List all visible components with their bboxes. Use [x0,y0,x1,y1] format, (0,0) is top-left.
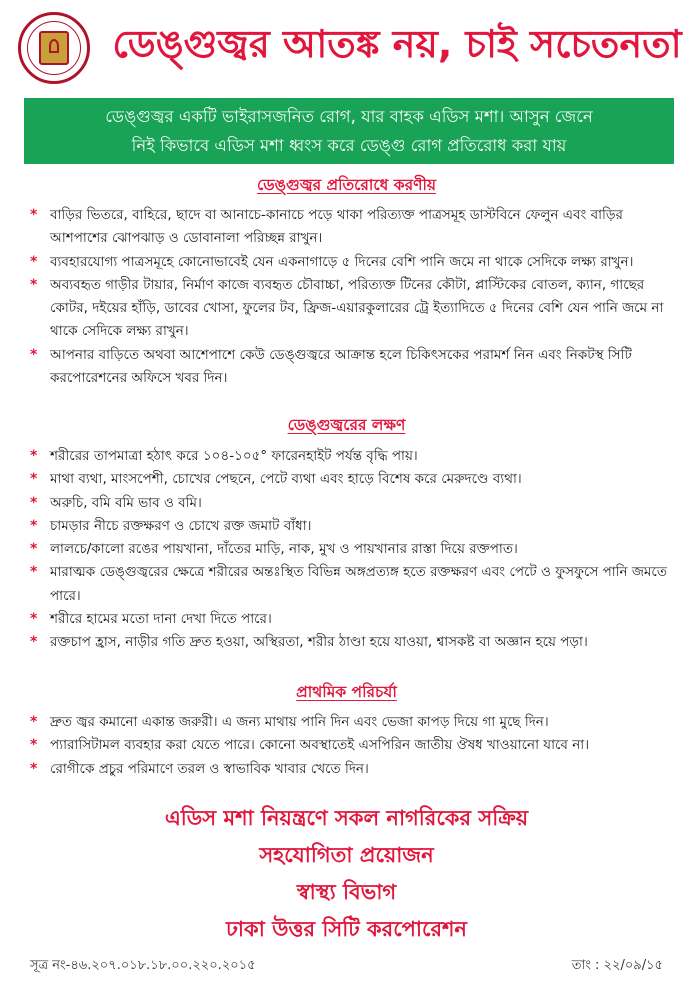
department-name: স্বাস্থ্য বিভাগ [296,880,397,904]
first-aid-list [30,711,680,781]
section-heading-symptoms [0,413,693,439]
bullet-star-icon: * [30,564,38,581]
reference-number: সূত্র নং-৪৬.২০৭.০১৮.১৮.০০.২২০.২০১৫ [30,958,256,973]
bullet-star-icon: * [30,760,38,777]
list-item: * শরীরে হামের মতো দানা দেখা দিতে পারে। [30,608,680,631]
intro-banner [24,98,674,164]
banner-line-1: ডেঙ্গুজ্বর একটি ভাইরাসজনিত রোগ, যার বাহক এডিস মশা। আসুন জেনে [105,107,593,126]
list-item: * মারাত্মক ডেঙ্গুজ্বরের ক্ষেত্রে শরীরের অন্তঃস্থিত বিভিন্ন অঙ্গপ্রত্যঙ্গ হতে রক্তক্ষরণ এবং পেটে ও ফুসফুসে পানি জমতে পারে। [30,561,680,608]
bullet-star-icon: * [30,448,38,464]
bullet-star-icon: * [30,494,38,511]
header [0,6,693,88]
bullet-star-icon: * [30,634,38,651]
list-item: * চামড়ার নীচে রক্তক্ষরণ ও চোখে রক্ত জমাট বাঁধা। [30,515,680,538]
list-item: * রোগীকে প্রচুর পরিমাণে তরল ও স্বাভাবিক খাবার খেতে দিন। [30,758,680,781]
list-item: * শরীরের তাপমাত্রা হঠাৎ করে ১০৪-১০৫° ফারেনহাইট পর্যন্ত বৃদ্ধি পায়। [30,445,680,468]
bullet-star-icon: * [30,346,38,363]
page-title: ডেঙ্গুজ্বর আতঙ্ক নয়, চাই সচেতনতা [112,22,682,66]
list-item: * দ্রুত জ্বর কমানো একান্ত জরুরী। এ জন্য মাথায় পানি দিন এবং ভেজা কাপড় দিয়ে গা মুছে দিন। [30,711,680,734]
issue-date: তাং : ২২/০৯/১৫ [571,958,663,973]
bullet-star-icon: * [30,714,38,730]
bullet-star-icon: * [30,276,38,293]
organization-name: ঢাকা উত্তর সিটি করপোরেশন [226,917,467,941]
bullet-star-icon: * [30,611,38,628]
bullet-star-icon: * [30,541,38,558]
banner-line-2: নিই কিভাবে এডিস মশা ধ্বংস করে ডেঙ্গু রোগ প্রতিরোধ করা যায় [131,136,567,155]
list-item: * অরুচি, বমি বমি ভাব ও বমি। [30,492,680,515]
list-item: * রক্তচাপ হ্রাস, নাড়ীর গতি দ্রুত হওয়া, অস্থিরতা, শরীর ঠাণ্ডা হয়ে যাওয়া, শ্বাসকষ্ট বা অজ্ঞান হয়ে পড়া। [30,631,680,654]
bullet-star-icon: * [30,471,38,488]
bullet-star-icon: * [30,253,38,270]
bullet-star-icon: * [30,517,38,534]
section-heading-first-aid [0,680,693,706]
list-item: * বাড়ির ভিতরে, বাহিরে, ছাদে বা আনাচে-কানাচে পড়ে থাকা পরিত্যক্ত পাত্রসমূহ ডাস্টবিনে ফেলুন এবং বাড়ির আশপাশের ঝোপঝাড় ও ডোবানালা পরিচ্ছন্ন রাখুন। [30,204,680,251]
section-heading-text: ডেঙ্গুজ্বর প্রতিরোধে করণীয় [256,176,437,194]
section-heading-text: প্রাথমিক পরিচর্যা [296,683,397,701]
city-corporation-seal-icon [18,12,90,84]
seal-emblem [39,31,69,65]
list-item: * লালচে/কালো রঙের পায়খানা, দাঁতের মাড়ি, নাক, মুখ ও পায়খানার রাস্তা দিয়ে রক্তপাত। [30,538,680,561]
list-item: * অব্যবহৃত গাড়ীর টায়ার, নির্মাণ কাজে ব্যবহৃত চৌবাচ্চা, পরিত্যক্ত টিনের কৌটা, প্লাস্টিকের বোতল, ক্যান, গাছের কোটর, দইয়ের হাঁড়ি, ডাবের খোসা, ফুলের টব, ফ্রিজ-এয়ারকুলারের ট্রে ইত্যাদিতে ৫ দিনের বেশি যেন পানি জমে না থাকে সেদিকে লক্ষ্য রাখুন। [30,274,680,344]
list-item: * প্যারাসিটামল ব্যবহার করা যেতে পারে। কোনো অবস্থাতেই এসপিরিন জাতীয় ঔষধ খাওয়ানো যাবে না। [30,734,680,757]
list-item: * মাথা ব্যথা, মাংসপেশী, চোখের পেছনে, পেটে ব্যথা এবং হাড়ে বিশেষ করে মেরুদণ্ডে ব্যথা। [30,468,680,491]
bullet-star-icon: * [30,737,38,754]
list-item: * আপনার বাড়িতে অথবা আশেপাশে কেউ ডেঙ্গুজ্বরে আক্রান্ত হলে চিকিৎসকের পরামর্শ নিন এবং নিকটস্থ সিটি করপোরেশনের অফিসে খবর দিন। [30,344,680,391]
footer-line-1: এডিস মশা নিয়ন্ত্রণে সকল নাগরিকের সক্রিয় [164,806,529,830]
list-item: * ব্যবহারযোগ্য পাত্রসমূহে কোনোভাবেই যেন একনাগাড়ে ৫ দিনের বেশি পানি জমে না থাকে সেদিকে লক্ষ্য রাখুন। [30,251,680,274]
footer-line-2: সহযোগিতা প্রয়োজন [259,843,434,867]
symptoms-list [30,445,680,655]
prevention-list [30,204,680,390]
section-heading-text: ডেঙ্গুজ্বরের লক্ষণ [287,416,406,434]
section-heading-prevention [0,173,693,199]
footer-message [0,800,693,948]
bullet-star-icon: * [30,207,38,223]
